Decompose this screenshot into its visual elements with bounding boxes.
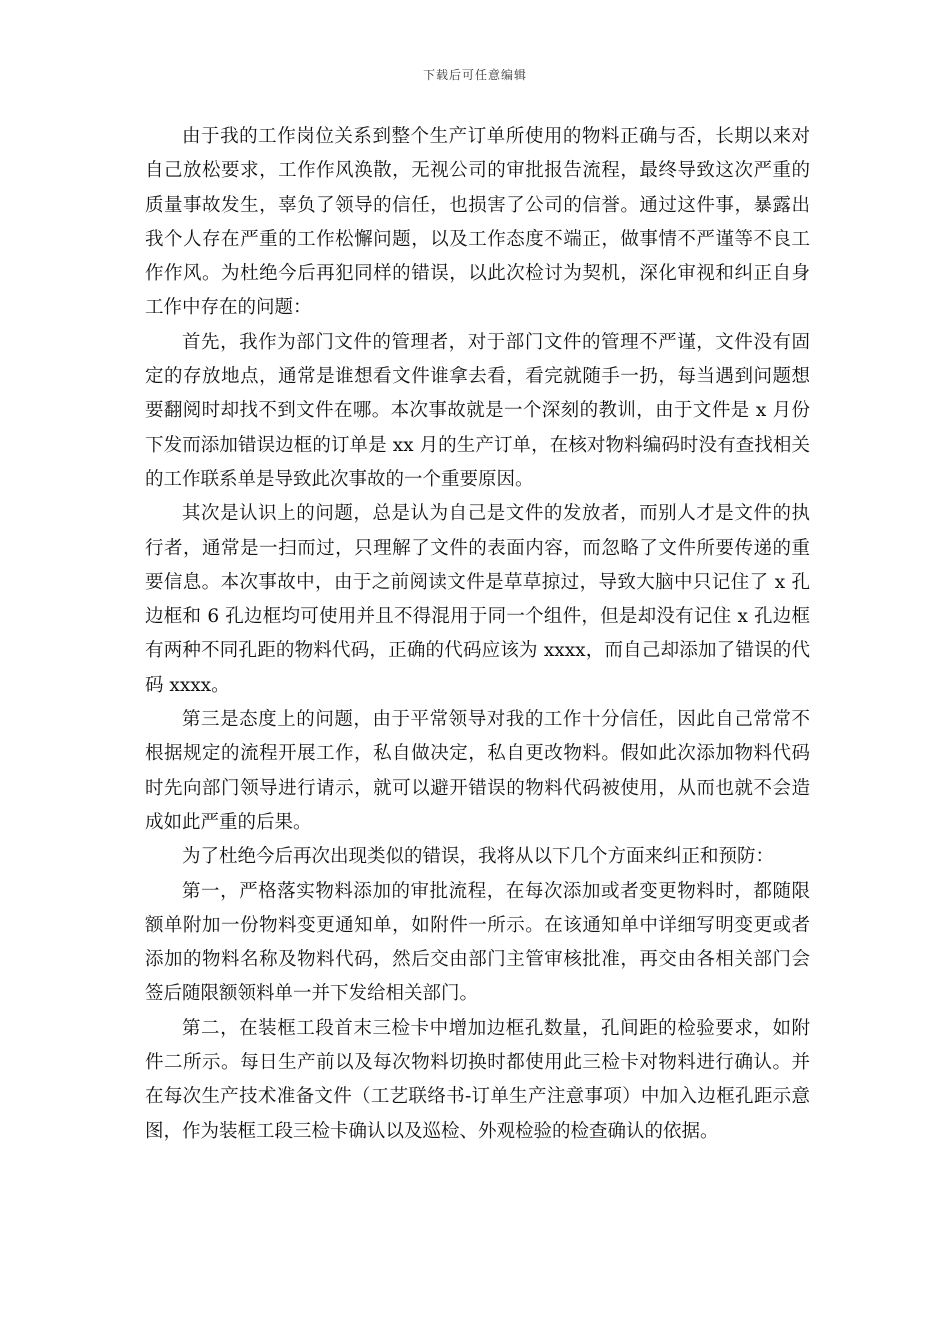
paragraph-measures-intro: 为了杜绝今后再次出现类似的错误，我将从以下几个方面来纠正和预防： bbox=[182, 846, 775, 868]
paragraph-measure-two: 第二，在装框工段首末三检卡中增加边框孔数量，孔间距的检验要求，如附件二所示。每日生产前以及每次物料切换时都使用此三检卡对物料进行确认。并在每次生产技术准备文件（工艺联络书-订单生产注意事项）中加入边框孔距示意图，作为装框工段三检卡确认以及巡检、外观检验的检查确认的依据。 bbox=[145, 1017, 810, 1142]
paragraph-intro: 由于我的工作岗位关系到整个生产订单所使用的物料正确与否，长期以来对自己放松要求，工作作风涣散，无视公司的审批报告流程，最终导致这次严重的质量事故发生，辜负了领导的信任，也损害了公司的信誉。通过这件事，暴露出我个人存在严重的工作松懈问题，以及工作态度不端正，做事情不严谨等不良工作作风。为杜绝今后再犯同样的错误，以此次检讨为契机，深化审视和纠正自身工作中存在的问题： bbox=[145, 126, 810, 319]
paragraph-third-issue: 第三是态度上的问题，由于平常领导对我的工作十分信任，因此自己常常不根据规定的流程开展工作，私自做决定，私自更改物料。假如此次添加物料代码时先向部门领导进行请示，就可以避开错误的物料代码被使用，从而也就不会造成如此严重的后果。 bbox=[145, 709, 810, 833]
page-header: 下载后可任意编辑 bbox=[422, 68, 527, 82]
document-body bbox=[145, 120, 810, 1149]
paragraph-first-issue: 首先，我作为部门文件的管理者，对于部门文件的管理不严谨，文件没有固定的存放地点，通常是谁想看文件谁拿去看，看完就随手一扔，每当遇到问题想要翻阅时却找不到文件在哪。本次事故就是一个深刻的教训，由于文件是 x 月份下发而添加错误边框的订单是 xx 月的生产订单，在核对物料编码时没有查找相关的工作联系单是导致此次事故的一个重要原因。 bbox=[145, 331, 810, 490]
paragraph-second-issue: 其次是认识上的问题，总是认为自己是文件的发放者，而别人才是文件的执行者，通常是一扫而过，只理解了文件的表面内容，而忽略了文件所要传递的重要信息。本次事故中，由于之前阅读文件是草草掠过，导致大脑中只记住了 x 孔边框和 6 孔边框均可使用并且不得混用于同一个组件，但是却没有记住 x 孔边框有两种不同孔距的物料代码，正确的代码应该为 xxxx，而自己却添加了错误的代码 xxxx。 bbox=[145, 503, 810, 696]
paragraph-measure-one: 第一，严格落实物料添加的审批流程，在每次添加或者变更物料时，都随限额单附加一份物料变更通知单，如附件一所示。在该通知单中详细写明变更或者添加的物料名称及物料代码，然后交由部门主管审核批准，再交由各相关部门会签后随限额领料单一并下发给相关部门。 bbox=[145, 880, 810, 1005]
